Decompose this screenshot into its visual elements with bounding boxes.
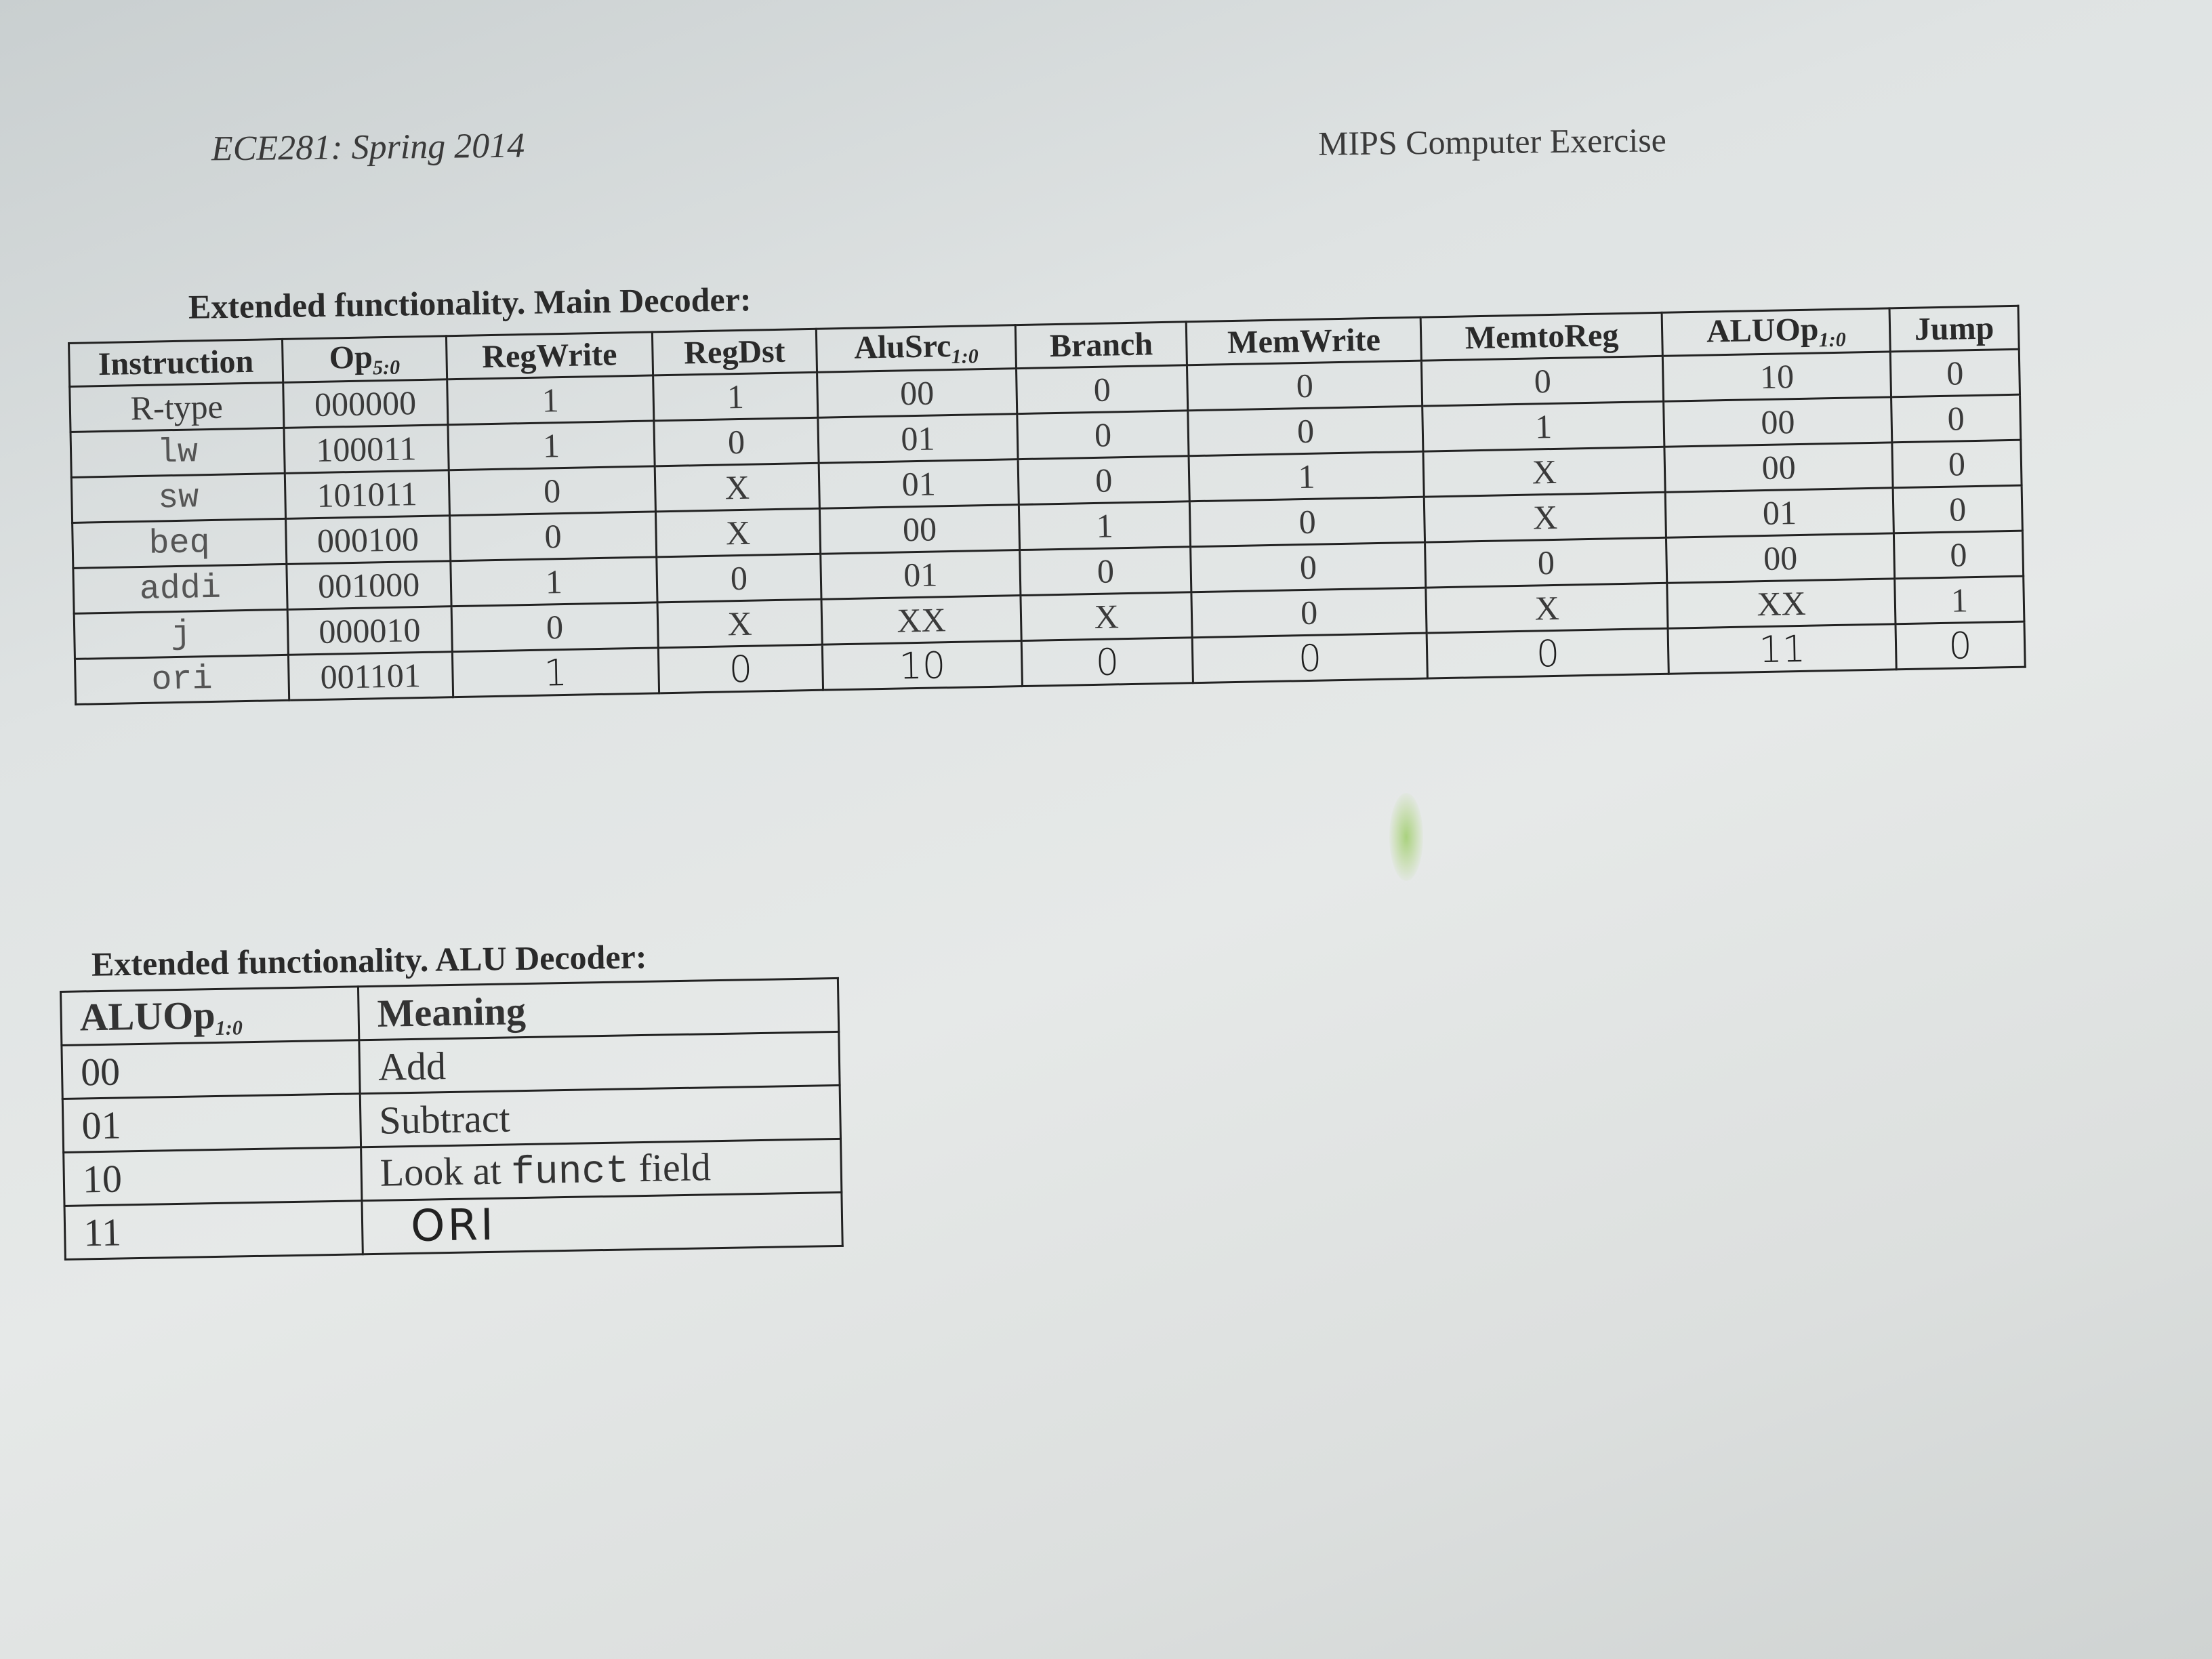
cell-memwrite: 0 [1191, 588, 1427, 638]
col-header-aluop: ALUOp$_{1:0}$ [1662, 308, 1891, 356]
cell-memtoreg: 1 [1422, 401, 1664, 451]
cell-regwrite: 1 [451, 557, 658, 607]
alu-decoder-title: Extended functionality. ALU Decoder: [91, 937, 647, 983]
exercise-header: MIPS Computer Exercise [1317, 121, 1667, 163]
cell-jump: 1 [1895, 576, 2024, 624]
cell-alusrc: 00 [819, 505, 1019, 554]
col-header-aluop: ALUOp$_{1:0}$ [61, 987, 359, 1046]
cell-memtoreg: 0 [1425, 537, 1667, 588]
cell-instruction: ori [75, 655, 289, 704]
cell-memwrite: 0 [1188, 406, 1423, 456]
cell-aluop: 11 [1668, 624, 1896, 674]
cell-aluop: 01 [62, 1094, 361, 1153]
cell-aluop: 00 [62, 1040, 360, 1099]
cell-memwrite: 0 [1187, 361, 1422, 411]
cell-meaning: Subtract [360, 1085, 840, 1147]
cell-regwrite: 0 [449, 466, 656, 516]
cell-aluop: 00 [1664, 443, 1893, 492]
cell-regwrite: 0 [449, 512, 657, 561]
col-header-memwrite: MemWrite [1187, 317, 1422, 365]
cell-aluop: 10 [64, 1147, 362, 1206]
cell-regdst: X [655, 463, 819, 512]
cell-branch: 0 [1018, 456, 1190, 505]
cell-op: 101011 [285, 470, 449, 519]
cell-memtoreg: X [1423, 447, 1665, 497]
cell-jump: 0 [1892, 440, 2022, 488]
cell-jump: 0 [1893, 485, 2022, 533]
cell-alusrc: 01 [821, 550, 1021, 600]
col-header-regwrite: RegWrite [446, 332, 653, 380]
cell-aluop: XX [1667, 579, 1896, 628]
cell-memwrite: 0 [1192, 633, 1427, 683]
cell-alusrc: 01 [819, 459, 1019, 509]
cell-meaning: Look at funct field [361, 1139, 842, 1200]
col-header-meaning: Meaning [358, 978, 838, 1040]
cell-memtoreg: 0 [1427, 628, 1668, 678]
cell-instruction: beq [73, 518, 287, 568]
cell-aluop: 01 [1666, 488, 1894, 537]
cell-branch: 0 [1017, 411, 1189, 459]
col-header-instruction: Instruction [69, 339, 283, 386]
cell-alusrc: 10 [822, 641, 1022, 691]
alu-decoder-table [60, 977, 844, 1261]
cell-jump: 0 [1890, 349, 2020, 397]
cell-op: 000010 [287, 607, 452, 655]
col-header-alusrc: AluSrc$_{1:0}$ [816, 325, 1016, 373]
cell-jump: 0 [1896, 621, 2025, 670]
cell-jump: 0 [1891, 394, 2020, 443]
cell-regdst: 0 [657, 554, 821, 602]
cell-branch: X [1021, 592, 1193, 641]
cell-regdst: 0 [658, 644, 823, 693]
cell-memtoreg: 0 [1422, 356, 1664, 406]
cell-alusrc: XX [821, 596, 1021, 645]
cell-alusrc: 01 [818, 414, 1018, 464]
cell-alusrc: 00 [817, 369, 1017, 418]
col-header-memtoreg: MemtoReg [1420, 312, 1662, 361]
cell-regwrite: 0 [451, 602, 659, 652]
cell-memwrite: 0 [1190, 497, 1425, 547]
cell-jump: 0 [1893, 531, 2023, 579]
cell-memtoreg: X [1424, 492, 1666, 542]
cell-regdst: 0 [654, 417, 819, 466]
cell-op: 100011 [284, 425, 449, 474]
cell-instruction: sw [71, 473, 285, 523]
cell-op: 000000 [283, 380, 447, 428]
cell-regdst: X [657, 599, 822, 648]
cell-memtoreg: X [1426, 583, 1668, 633]
cell-memwrite: 0 [1191, 542, 1426, 592]
cell-instruction: R-type [70, 382, 284, 432]
col-header-op: $Op_{5:0}$ [282, 336, 447, 383]
cell-aluop: 00 [1664, 397, 1892, 447]
course-header: ECE281: Spring 2014 [211, 126, 525, 169]
main-decoder-title: Extended functionality. Main Decoder: [188, 280, 752, 326]
cell-regwrite: 1 [447, 375, 654, 425]
cell-op: 001101 [288, 652, 453, 701]
cell-regwrite: 1 [452, 648, 659, 697]
cell-branch: 0 [1020, 547, 1192, 596]
cell-aluop: 10 [1663, 352, 1891, 401]
cell-branch: 0 [1016, 365, 1188, 414]
cell-aluop: 11 [64, 1201, 363, 1260]
cell-meaning: ORI [362, 1192, 842, 1254]
col-header-regdst: RegDst [652, 329, 817, 375]
cell-regdst: 1 [653, 372, 818, 421]
main-decoder-table [68, 305, 2026, 705]
col-header-jump: Jump [1889, 306, 2019, 352]
cell-op: 001000 [287, 561, 451, 610]
green-ink-stain [1389, 793, 1423, 881]
cell-instruction: addi [73, 564, 287, 613]
col-header-branch: Branch [1015, 322, 1187, 369]
cell-op: 000100 [285, 516, 450, 565]
cell-regdst: X [655, 508, 820, 557]
cell-memwrite: 1 [1189, 451, 1424, 501]
cell-instruction: j [74, 609, 288, 659]
cell-branch: 1 [1019, 501, 1191, 550]
cell-aluop: 00 [1666, 533, 1895, 583]
cell-regwrite: 1 [448, 421, 655, 470]
cell-instruction: lw [70, 428, 285, 477]
cell-meaning: Add [359, 1031, 840, 1093]
cell-branch: 0 [1021, 638, 1193, 687]
